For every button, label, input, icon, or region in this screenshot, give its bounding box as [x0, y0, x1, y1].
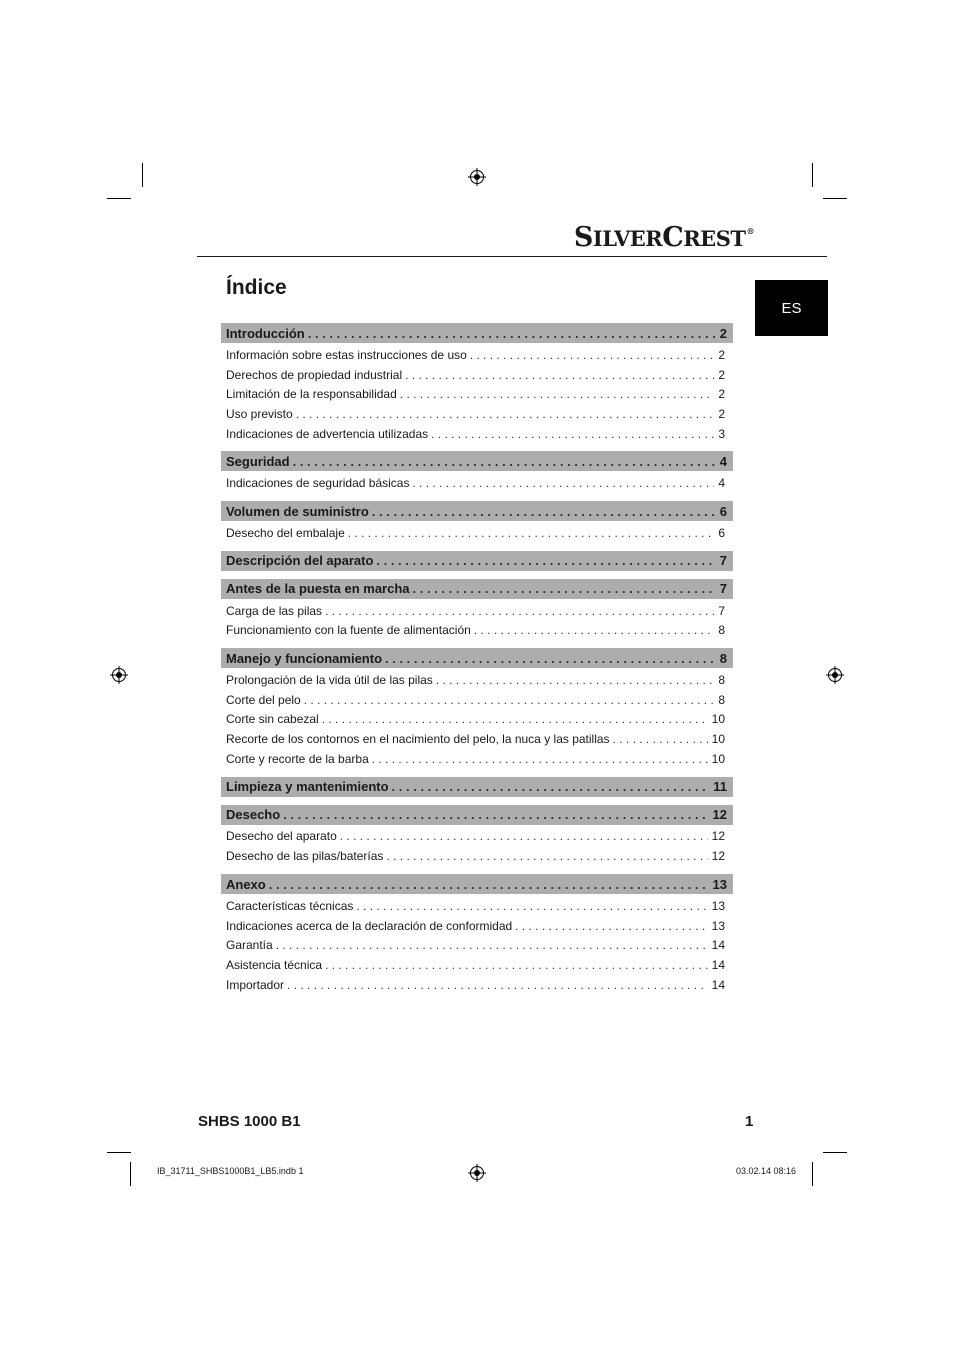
toc-section-heading[interactable]: [221, 805, 733, 825]
toc-entry-page: 8: [718, 673, 725, 688]
table-of-contents: [221, 323, 733, 1002]
toc-section-page: 7: [719, 553, 727, 569]
toc-entry-label: Información sobre estas instrucciones de uso: [226, 347, 467, 362]
toc-entry-page: 10: [711, 732, 725, 747]
crop-mark: [142, 163, 143, 187]
crop-mark: [823, 1152, 847, 1153]
toc-section-title: Introducción: [226, 325, 305, 341]
leader-dots: [385, 651, 716, 666]
brand-logo: SILVERCREST®: [573, 222, 754, 253]
toc-section-title: Anexo: [226, 876, 266, 892]
page-number: 1: [745, 1113, 754, 1130]
leader-dots: [372, 504, 716, 519]
toc-entry[interactable]: [221, 935, 733, 955]
toc-section-title: Manejo y funcionamiento: [226, 650, 383, 666]
leader-dots: [474, 623, 714, 637]
toc-entry-label: Limitación de la responsabilidad: [226, 387, 397, 402]
leader-dots: [413, 581, 716, 596]
leader-dots: [304, 693, 715, 707]
leader-dots: [436, 673, 715, 687]
crop-mark: [130, 1162, 131, 1186]
leader-dots: [296, 407, 715, 421]
toc-entry[interactable]: [221, 846, 733, 866]
toc-entry[interactable]: [221, 710, 733, 730]
leader-dots: [400, 387, 715, 401]
toc-entry[interactable]: [221, 690, 733, 710]
toc-section-title: Antes de la puesta en marcha: [226, 581, 410, 597]
toc-section-heading[interactable]: [221, 551, 733, 571]
toc-entry-page: 8: [718, 692, 725, 707]
toc-entry-page: 10: [711, 712, 725, 727]
toc-entry-label: Asistencia técnica: [226, 957, 323, 972]
toc-entry[interactable]: [221, 916, 733, 936]
toc-entry-page: 12: [711, 849, 725, 864]
toc-entry[interactable]: [221, 384, 733, 404]
toc-entry-label: Funcionamiento con la fuente de alimentación: [226, 623, 471, 638]
page-title: Índice: [226, 276, 287, 299]
crop-mark: [107, 198, 131, 199]
toc-section: [221, 648, 733, 768]
registration-mark-icon: [826, 666, 844, 684]
leader-dots: [613, 732, 708, 746]
leader-dots: [372, 752, 708, 766]
toc-entry-label: Características técnicas: [226, 898, 354, 913]
toc-entry-label: Garantía: [226, 938, 273, 953]
toc-entry-label: Desecho de las pilas/baterías: [226, 849, 384, 864]
toc-entry[interactable]: [221, 827, 733, 847]
registration-mark-icon: [468, 1164, 486, 1182]
toc-entry[interactable]: [221, 523, 733, 543]
toc-section: [221, 551, 733, 571]
toc-entry[interactable]: [221, 601, 733, 621]
toc-entry-page: 14: [711, 938, 725, 953]
leader-dots: [322, 712, 708, 726]
leader-dots: [470, 348, 715, 362]
toc-entry-label: Corte y recorte de la barba: [226, 751, 369, 766]
toc-section-title: Seguridad: [226, 453, 290, 469]
leader-dots: [405, 368, 714, 382]
toc-entry[interactable]: [221, 404, 733, 424]
toc-section-page: 13: [712, 876, 727, 892]
toc-section-page: 6: [719, 503, 727, 519]
toc-entry[interactable]: [221, 621, 733, 641]
toc-entry-label: Desecho del aparato: [226, 829, 337, 844]
print-slug-datetime: 03.02.14 08:16: [736, 1166, 797, 1176]
toc-entry-label: Recorte de los contornos en el nacimiento del pelo, la nuca y las patillas: [226, 732, 610, 747]
toc-entry[interactable]: [221, 729, 733, 749]
toc-entry-page: 7: [718, 603, 725, 618]
footer-model: SHBS 1000 B1: [198, 1113, 301, 1130]
toc-entry[interactable]: [221, 365, 733, 385]
toc-section-heading[interactable]: [221, 501, 733, 521]
toc-entry-label: Importador: [226, 977, 285, 992]
toc-entry-label: Desecho del embalaje: [226, 525, 345, 540]
toc-section-page: 11: [713, 779, 727, 795]
toc-section: [221, 805, 733, 866]
toc-entry-page: 10: [711, 751, 725, 766]
toc-section-page: 4: [719, 453, 727, 469]
leader-dots: [376, 553, 715, 568]
toc-section-page: 2: [719, 325, 727, 341]
toc-entry-page: 12: [711, 829, 725, 844]
toc-entry-page: 2: [718, 406, 725, 421]
toc-entry-page: 6: [718, 525, 725, 540]
toc-section-heading[interactable]: [221, 874, 733, 894]
toc-section-heading[interactable]: [221, 451, 733, 471]
toc-entry-label: Prolongación de la vida útil de las pilas: [226, 673, 433, 688]
leader-dots: [276, 938, 708, 952]
toc-entry-label: Corte del pelo: [226, 692, 301, 707]
toc-section-title: Descripción del aparato: [226, 553, 374, 569]
registration-mark-icon: [110, 666, 128, 684]
leader-dots: [392, 779, 710, 794]
toc-entry-label: Indicaciones de advertencia utilizadas: [226, 426, 429, 441]
leader-dots: [515, 919, 707, 933]
toc-entry-label: Indicaciones de seguridad básicas: [226, 476, 410, 491]
toc-section: [221, 777, 733, 797]
leader-dots: [431, 427, 714, 441]
toc-entry-page: 14: [711, 957, 725, 972]
toc-section: [221, 874, 733, 994]
toc-section: [221, 451, 733, 493]
toc-entry-label: Carga de las pilas: [226, 603, 323, 618]
toc-entry[interactable]: [221, 473, 733, 493]
crop-mark: [107, 1152, 131, 1153]
toc-entry[interactable]: [221, 955, 733, 975]
toc-entry-label: Indicaciones acerca de la declaración de conformidad: [226, 918, 513, 933]
leader-dots: [287, 978, 708, 992]
leader-dots: [269, 877, 709, 892]
toc-entry-label: Corte sin cabezal: [226, 712, 319, 727]
leader-dots: [325, 958, 708, 972]
print-slug-file: IB_31711_SHBS1000B1_LB5.indb 1: [157, 1166, 304, 1176]
leader-dots: [356, 899, 707, 913]
header-rule: [197, 256, 827, 257]
toc-section-heading[interactable]: [221, 579, 733, 599]
toc-entry-page: 2: [718, 387, 725, 402]
toc-entry-page: 13: [711, 898, 725, 913]
leader-dots: [283, 807, 708, 822]
toc-section-title: Desecho: [226, 807, 281, 823]
leader-dots: [386, 849, 707, 863]
toc-entry-page: 13: [711, 918, 725, 933]
toc-entry[interactable]: [221, 975, 733, 995]
toc-entry-label: Derechos de propiedad industrial: [226, 367, 403, 382]
toc-entry-label: Uso previsto: [226, 406, 293, 421]
toc-section: [221, 323, 733, 443]
toc-entry[interactable]: [221, 749, 733, 769]
crop-mark: [812, 163, 813, 187]
leader-dots: [348, 526, 715, 540]
leader-dots: [340, 829, 708, 843]
toc-section-heading[interactable]: [221, 323, 733, 343]
registration-mark-icon: [468, 168, 486, 186]
leader-dots: [293, 454, 716, 469]
toc-section-page: 12: [712, 807, 727, 823]
toc-entry-page: 4: [718, 476, 725, 491]
leader-dots: [308, 326, 716, 341]
toc-section-page: 8: [719, 650, 727, 666]
toc-section: [221, 579, 733, 640]
toc-entry-page: 14: [711, 977, 725, 992]
toc-section-title: Volumen de suministro: [226, 503, 369, 519]
toc-section-title: Limpieza y mantenimiento: [226, 779, 389, 795]
toc-entry[interactable]: [221, 670, 733, 690]
toc-entry[interactable]: [221, 424, 733, 444]
toc-section: [221, 501, 733, 543]
toc-entry[interactable]: [221, 345, 733, 365]
toc-section-heading[interactable]: [221, 648, 733, 668]
crop-mark: [823, 198, 847, 199]
crop-mark: [812, 1162, 813, 1186]
toc-entry-page: 8: [718, 623, 725, 638]
toc-section-heading[interactable]: [221, 777, 733, 797]
toc-entry-page: 3: [718, 426, 725, 441]
toc-section-page: 7: [719, 581, 727, 597]
toc-entry[interactable]: [221, 896, 733, 916]
toc-entry-page: 2: [718, 347, 725, 362]
toc-entry-page: 2: [718, 367, 725, 382]
language-tab: ES: [755, 280, 828, 336]
leader-dots: [412, 476, 714, 490]
leader-dots: [325, 604, 714, 618]
